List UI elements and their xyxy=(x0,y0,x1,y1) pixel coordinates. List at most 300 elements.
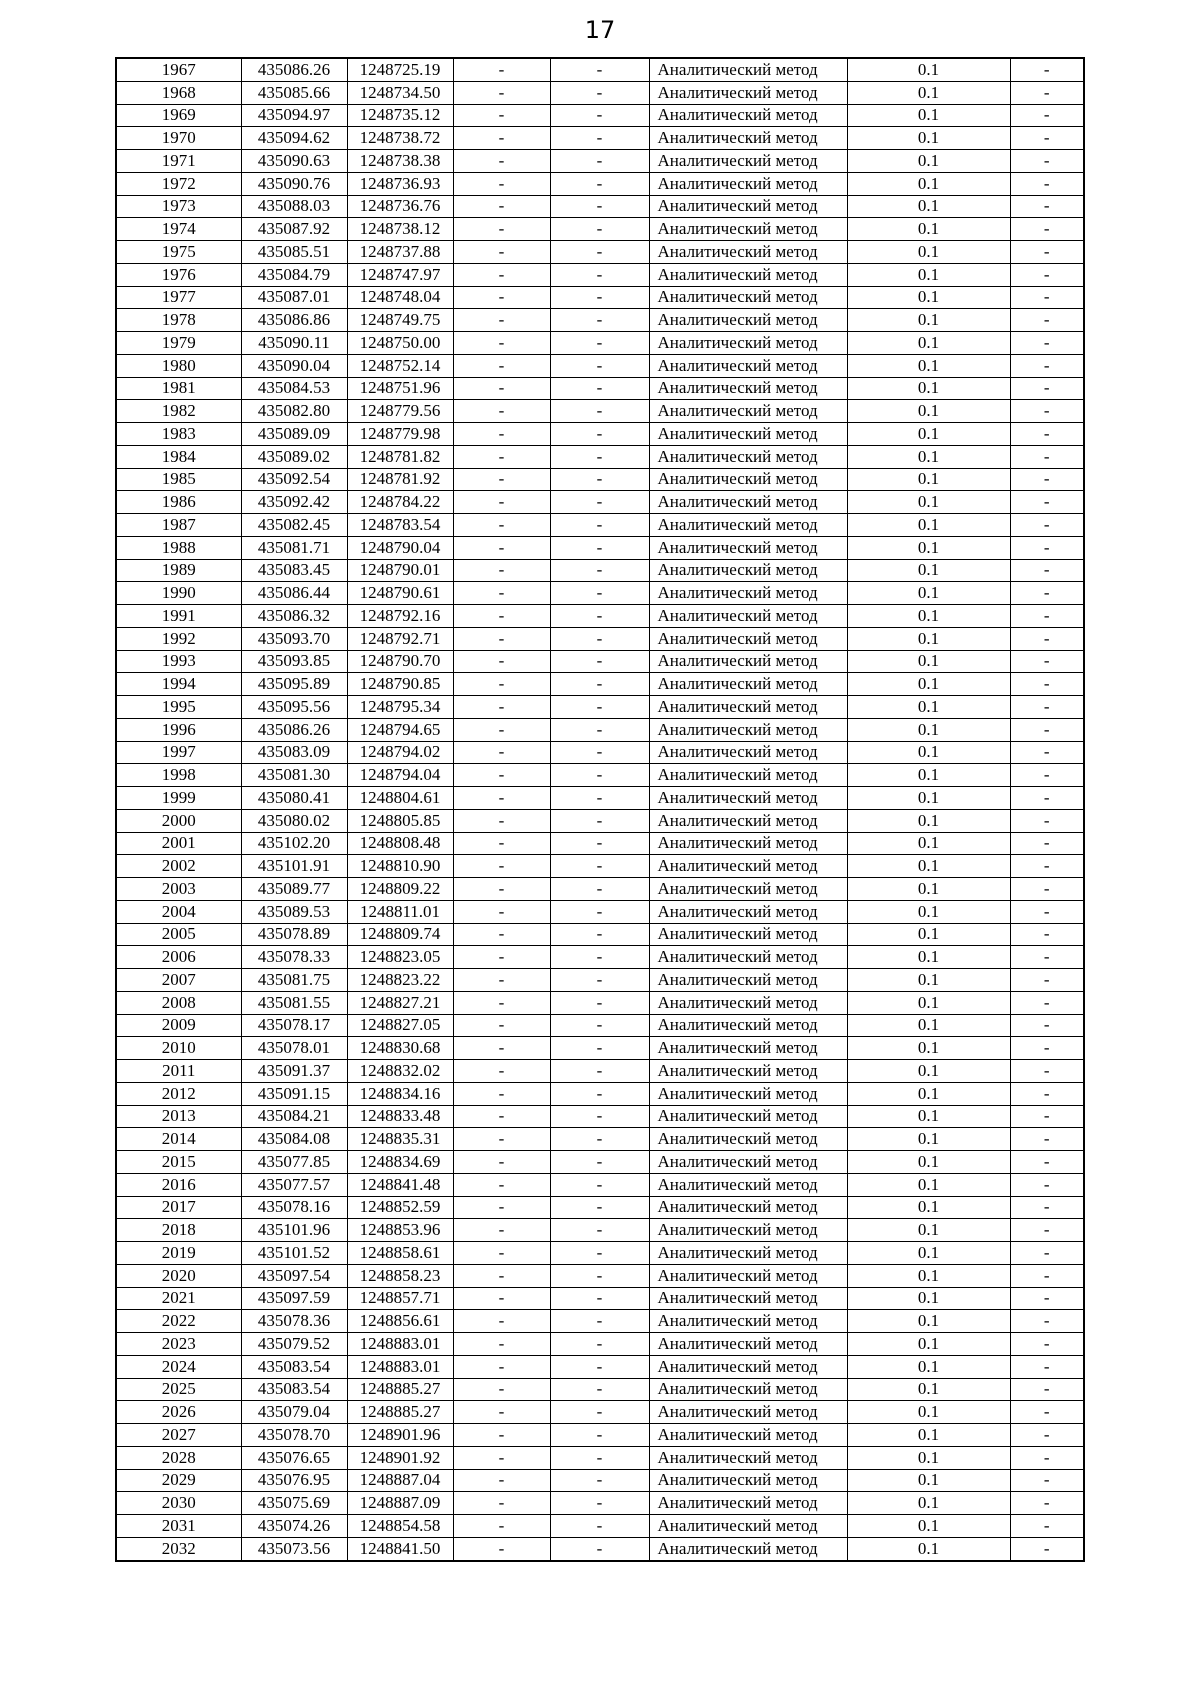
y-coordinate-cell: 1248811.01 xyxy=(347,900,453,923)
x-coordinate-cell: 435095.89 xyxy=(241,673,347,696)
y-coordinate-cell: 1248834.69 xyxy=(347,1151,453,1174)
y-coordinate-cell: 1248725.19 xyxy=(347,58,453,81)
table-row xyxy=(116,286,1084,309)
table-row xyxy=(116,627,1084,650)
point-number-cell: 2011 xyxy=(116,1060,241,1083)
method-cell: Аналитический метод xyxy=(649,445,847,468)
x-coordinate-cell: 435073.56 xyxy=(241,1537,347,1560)
table-row xyxy=(116,1424,1084,1447)
empty-value-cell: - xyxy=(453,605,550,628)
accuracy-cell: 0.1 xyxy=(847,1355,1010,1378)
point-number-cell: 2023 xyxy=(116,1333,241,1356)
empty-value-cell: - xyxy=(453,1515,550,1538)
x-coordinate-cell: 435097.59 xyxy=(241,1287,347,1310)
x-coordinate-cell: 435079.04 xyxy=(241,1401,347,1424)
method-cell: Аналитический метод xyxy=(649,741,847,764)
method-cell: Аналитический метод xyxy=(649,332,847,355)
accuracy-cell: 0.1 xyxy=(847,1469,1010,1492)
x-coordinate-cell: 435094.62 xyxy=(241,127,347,150)
x-coordinate-cell: 435078.89 xyxy=(241,923,347,946)
y-coordinate-cell: 1248858.61 xyxy=(347,1242,453,1265)
point-number-cell: 1970 xyxy=(116,127,241,150)
accuracy-cell: 0.1 xyxy=(847,81,1010,104)
empty-value-cell: - xyxy=(550,1196,649,1219)
empty-value-cell: - xyxy=(1010,286,1084,309)
empty-value-cell: - xyxy=(453,1264,550,1287)
y-coordinate-cell: 1248808.48 xyxy=(347,832,453,855)
point-number-cell: 1976 xyxy=(116,263,241,286)
method-cell: Аналитический метод xyxy=(649,809,847,832)
x-coordinate-cell: 435078.01 xyxy=(241,1037,347,1060)
y-coordinate-cell: 1248750.00 xyxy=(347,332,453,355)
y-coordinate-cell: 1248783.54 xyxy=(347,514,453,537)
empty-value-cell: - xyxy=(1010,1446,1084,1469)
empty-value-cell: - xyxy=(453,172,550,195)
y-coordinate-cell: 1248858.23 xyxy=(347,1264,453,1287)
y-coordinate-cell: 1248809.22 xyxy=(347,878,453,901)
point-number-cell: 2019 xyxy=(116,1242,241,1265)
y-coordinate-cell: 1248790.70 xyxy=(347,650,453,673)
method-cell: Аналитический метод xyxy=(649,491,847,514)
empty-value-cell: - xyxy=(550,1333,649,1356)
method-cell: Аналитический метод xyxy=(649,832,847,855)
method-cell: Аналитический метод xyxy=(649,1037,847,1060)
empty-value-cell: - xyxy=(1010,1151,1084,1174)
empty-value-cell: - xyxy=(453,696,550,719)
accuracy-cell: 0.1 xyxy=(847,923,1010,946)
point-number-cell: 1982 xyxy=(116,400,241,423)
y-coordinate-cell: 1248738.72 xyxy=(347,127,453,150)
x-coordinate-cell: 435083.54 xyxy=(241,1378,347,1401)
table-row xyxy=(116,1196,1084,1219)
empty-value-cell: - xyxy=(453,991,550,1014)
x-coordinate-cell: 435083.45 xyxy=(241,559,347,582)
accuracy-cell: 0.1 xyxy=(847,627,1010,650)
point-number-cell: 2022 xyxy=(116,1310,241,1333)
empty-value-cell: - xyxy=(1010,1424,1084,1447)
empty-value-cell: - xyxy=(453,1310,550,1333)
empty-value-cell: - xyxy=(453,468,550,491)
empty-value-cell: - xyxy=(453,673,550,696)
y-coordinate-cell: 1248749.75 xyxy=(347,309,453,332)
x-coordinate-cell: 435090.63 xyxy=(241,150,347,173)
y-coordinate-cell: 1248781.82 xyxy=(347,445,453,468)
empty-value-cell: - xyxy=(550,878,649,901)
point-number-cell: 1996 xyxy=(116,718,241,741)
empty-value-cell: - xyxy=(1010,400,1084,423)
empty-value-cell: - xyxy=(550,650,649,673)
y-coordinate-cell: 1248779.56 xyxy=(347,400,453,423)
accuracy-cell: 0.1 xyxy=(847,1105,1010,1128)
point-number-cell: 2020 xyxy=(116,1264,241,1287)
empty-value-cell: - xyxy=(550,1287,649,1310)
table-row xyxy=(116,1537,1084,1560)
table-row xyxy=(116,514,1084,537)
empty-value-cell: - xyxy=(1010,536,1084,559)
y-coordinate-cell: 1248841.48 xyxy=(347,1173,453,1196)
empty-value-cell: - xyxy=(1010,1492,1084,1515)
table-row xyxy=(116,991,1084,1014)
x-coordinate-cell: 435086.86 xyxy=(241,309,347,332)
accuracy-cell: 0.1 xyxy=(847,241,1010,264)
empty-value-cell: - xyxy=(453,1219,550,1242)
y-coordinate-cell: 1248833.48 xyxy=(347,1105,453,1128)
empty-value-cell: - xyxy=(1010,1242,1084,1265)
empty-value-cell: - xyxy=(1010,832,1084,855)
x-coordinate-cell: 435089.53 xyxy=(241,900,347,923)
y-coordinate-cell: 1248805.85 xyxy=(347,809,453,832)
method-cell: Аналитический метод xyxy=(649,991,847,1014)
method-cell: Аналитический метод xyxy=(649,582,847,605)
empty-value-cell: - xyxy=(453,1287,550,1310)
method-cell: Аналитический метод xyxy=(649,536,847,559)
method-cell: Аналитический метод xyxy=(649,878,847,901)
table-row xyxy=(116,104,1084,127)
empty-value-cell: - xyxy=(453,1242,550,1265)
y-coordinate-cell: 1248790.61 xyxy=(347,582,453,605)
point-number-cell: 1985 xyxy=(116,468,241,491)
x-coordinate-cell: 435092.42 xyxy=(241,491,347,514)
method-cell: Аналитический метод xyxy=(649,514,847,537)
x-coordinate-cell: 435076.95 xyxy=(241,1469,347,1492)
accuracy-cell: 0.1 xyxy=(847,423,1010,446)
empty-value-cell: - xyxy=(453,81,550,104)
x-coordinate-cell: 435075.69 xyxy=(241,1492,347,1515)
table-row xyxy=(116,650,1084,673)
accuracy-cell: 0.1 xyxy=(847,1151,1010,1174)
accuracy-cell: 0.1 xyxy=(847,741,1010,764)
point-number-cell: 2005 xyxy=(116,923,241,946)
y-coordinate-cell: 1248832.02 xyxy=(347,1060,453,1083)
empty-value-cell: - xyxy=(1010,1355,1084,1378)
empty-value-cell: - xyxy=(453,559,550,582)
table-row xyxy=(116,787,1084,810)
x-coordinate-cell: 435090.11 xyxy=(241,332,347,355)
empty-value-cell: - xyxy=(550,1537,649,1560)
table-row xyxy=(116,1378,1084,1401)
empty-value-cell: - xyxy=(453,1196,550,1219)
empty-value-cell: - xyxy=(550,1401,649,1424)
y-coordinate-cell: 1248747.97 xyxy=(347,263,453,286)
table-row xyxy=(116,377,1084,400)
table-row xyxy=(116,218,1084,241)
table-row xyxy=(116,195,1084,218)
empty-value-cell: - xyxy=(1010,1060,1084,1083)
empty-value-cell: - xyxy=(1010,787,1084,810)
point-number-cell: 2016 xyxy=(116,1173,241,1196)
method-cell: Аналитический метод xyxy=(649,1401,847,1424)
table-row xyxy=(116,445,1084,468)
empty-value-cell: - xyxy=(550,445,649,468)
y-coordinate-cell: 1248834.16 xyxy=(347,1082,453,1105)
table-row xyxy=(116,1264,1084,1287)
empty-value-cell: - xyxy=(1010,1378,1084,1401)
method-cell: Аналитический метод xyxy=(649,559,847,582)
y-coordinate-cell: 1248823.05 xyxy=(347,946,453,969)
empty-value-cell: - xyxy=(1010,855,1084,878)
point-number-cell: 1988 xyxy=(116,536,241,559)
empty-value-cell: - xyxy=(453,309,550,332)
x-coordinate-cell: 435074.26 xyxy=(241,1515,347,1538)
table-row xyxy=(116,718,1084,741)
x-coordinate-cell: 435084.08 xyxy=(241,1128,347,1151)
empty-value-cell: - xyxy=(550,104,649,127)
empty-value-cell: - xyxy=(453,354,550,377)
point-number-cell: 2028 xyxy=(116,1446,241,1469)
point-number-cell: 2017 xyxy=(116,1196,241,1219)
empty-value-cell: - xyxy=(453,832,550,855)
point-number-cell: 2018 xyxy=(116,1219,241,1242)
accuracy-cell: 0.1 xyxy=(847,150,1010,173)
table-row xyxy=(116,559,1084,582)
empty-value-cell: - xyxy=(453,263,550,286)
empty-value-cell: - xyxy=(453,855,550,878)
y-coordinate-cell: 1248901.92 xyxy=(347,1446,453,1469)
empty-value-cell: - xyxy=(1010,741,1084,764)
point-number-cell: 2001 xyxy=(116,832,241,855)
accuracy-cell: 0.1 xyxy=(847,491,1010,514)
empty-value-cell: - xyxy=(1010,332,1084,355)
empty-value-cell: - xyxy=(1010,377,1084,400)
empty-value-cell: - xyxy=(550,1173,649,1196)
empty-value-cell: - xyxy=(1010,559,1084,582)
table-row xyxy=(116,1082,1084,1105)
empty-value-cell: - xyxy=(1010,1287,1084,1310)
x-coordinate-cell: 435095.56 xyxy=(241,696,347,719)
point-number-cell: 2032 xyxy=(116,1537,241,1560)
method-cell: Аналитический метод xyxy=(649,1264,847,1287)
method-cell: Аналитический метод xyxy=(649,1287,847,1310)
table-row xyxy=(116,605,1084,628)
x-coordinate-cell: 435087.92 xyxy=(241,218,347,241)
accuracy-cell: 0.1 xyxy=(847,1515,1010,1538)
empty-value-cell: - xyxy=(1010,991,1084,1014)
empty-value-cell: - xyxy=(1010,468,1084,491)
empty-value-cell: - xyxy=(453,1128,550,1151)
y-coordinate-cell: 1248735.12 xyxy=(347,104,453,127)
y-coordinate-cell: 1248854.58 xyxy=(347,1515,453,1538)
empty-value-cell: - xyxy=(550,1492,649,1515)
y-coordinate-cell: 1248784.22 xyxy=(347,491,453,514)
empty-value-cell: - xyxy=(1010,1105,1084,1128)
empty-value-cell: - xyxy=(550,1014,649,1037)
method-cell: Аналитический метод xyxy=(649,354,847,377)
empty-value-cell: - xyxy=(1010,218,1084,241)
method-cell: Аналитический метод xyxy=(649,81,847,104)
table-row xyxy=(116,1105,1084,1128)
empty-value-cell: - xyxy=(453,1037,550,1060)
empty-value-cell: - xyxy=(550,559,649,582)
empty-value-cell: - xyxy=(1010,423,1084,446)
point-number-cell: 2031 xyxy=(116,1515,241,1538)
accuracy-cell: 0.1 xyxy=(847,991,1010,1014)
method-cell: Аналитический метод xyxy=(649,787,847,810)
accuracy-cell: 0.1 xyxy=(847,536,1010,559)
table-row xyxy=(116,741,1084,764)
table-row xyxy=(116,172,1084,195)
table-row xyxy=(116,1310,1084,1333)
method-cell: Аналитический метод xyxy=(649,127,847,150)
empty-value-cell: - xyxy=(550,605,649,628)
empty-value-cell: - xyxy=(1010,878,1084,901)
accuracy-cell: 0.1 xyxy=(847,218,1010,241)
page-number: 17 xyxy=(584,16,616,44)
empty-value-cell: - xyxy=(550,468,649,491)
empty-value-cell: - xyxy=(1010,1333,1084,1356)
empty-value-cell: - xyxy=(1010,582,1084,605)
empty-value-cell: - xyxy=(453,809,550,832)
x-coordinate-cell: 435084.79 xyxy=(241,263,347,286)
point-number-cell: 1986 xyxy=(116,491,241,514)
empty-value-cell: - xyxy=(453,946,550,969)
accuracy-cell: 0.1 xyxy=(847,1173,1010,1196)
accuracy-cell: 0.1 xyxy=(847,673,1010,696)
method-cell: Аналитический метод xyxy=(649,423,847,446)
empty-value-cell: - xyxy=(550,832,649,855)
empty-value-cell: - xyxy=(550,787,649,810)
method-cell: Аналитический метод xyxy=(649,1446,847,1469)
empty-value-cell: - xyxy=(1010,309,1084,332)
empty-value-cell: - xyxy=(550,582,649,605)
empty-value-cell: - xyxy=(550,195,649,218)
accuracy-cell: 0.1 xyxy=(847,1310,1010,1333)
empty-value-cell: - xyxy=(550,809,649,832)
empty-value-cell: - xyxy=(453,764,550,787)
x-coordinate-cell: 435093.70 xyxy=(241,627,347,650)
x-coordinate-cell: 435077.57 xyxy=(241,1173,347,1196)
accuracy-cell: 0.1 xyxy=(847,1264,1010,1287)
y-coordinate-cell: 1248852.59 xyxy=(347,1196,453,1219)
accuracy-cell: 0.1 xyxy=(847,1128,1010,1151)
method-cell: Аналитический метод xyxy=(649,172,847,195)
empty-value-cell: - xyxy=(1010,923,1084,946)
method-cell: Аналитический метод xyxy=(649,969,847,992)
x-coordinate-cell: 435089.77 xyxy=(241,878,347,901)
accuracy-cell: 0.1 xyxy=(847,1401,1010,1424)
method-cell: Аналитический метод xyxy=(649,855,847,878)
accuracy-cell: 0.1 xyxy=(847,104,1010,127)
method-cell: Аналитический метод xyxy=(649,58,847,81)
accuracy-cell: 0.1 xyxy=(847,1060,1010,1083)
accuracy-cell: 0.1 xyxy=(847,832,1010,855)
accuracy-cell: 0.1 xyxy=(847,946,1010,969)
empty-value-cell: - xyxy=(453,1151,550,1174)
y-coordinate-cell: 1248792.16 xyxy=(347,605,453,628)
table-row xyxy=(116,764,1084,787)
point-number-cell: 1998 xyxy=(116,764,241,787)
empty-value-cell: - xyxy=(1010,1128,1084,1151)
table-row xyxy=(116,241,1084,264)
y-coordinate-cell: 1248901.96 xyxy=(347,1424,453,1447)
x-coordinate-cell: 435102.20 xyxy=(241,832,347,855)
empty-value-cell: - xyxy=(453,241,550,264)
method-cell: Аналитический метод xyxy=(649,1151,847,1174)
empty-value-cell: - xyxy=(453,718,550,741)
table-row xyxy=(116,1469,1084,1492)
x-coordinate-cell: 435080.41 xyxy=(241,787,347,810)
empty-value-cell: - xyxy=(550,627,649,650)
empty-value-cell: - xyxy=(550,172,649,195)
method-cell: Аналитический метод xyxy=(649,309,847,332)
accuracy-cell: 0.1 xyxy=(847,809,1010,832)
empty-value-cell: - xyxy=(453,377,550,400)
empty-value-cell: - xyxy=(550,286,649,309)
accuracy-cell: 0.1 xyxy=(847,354,1010,377)
accuracy-cell: 0.1 xyxy=(847,1287,1010,1310)
x-coordinate-cell: 435081.75 xyxy=(241,969,347,992)
accuracy-cell: 0.1 xyxy=(847,969,1010,992)
x-coordinate-cell: 435078.36 xyxy=(241,1310,347,1333)
empty-value-cell: - xyxy=(550,1469,649,1492)
x-coordinate-cell: 435085.66 xyxy=(241,81,347,104)
point-number-cell: 2025 xyxy=(116,1378,241,1401)
x-coordinate-cell: 435089.09 xyxy=(241,423,347,446)
coordinates-table xyxy=(115,57,1085,1562)
accuracy-cell: 0.1 xyxy=(847,764,1010,787)
empty-value-cell: - xyxy=(453,58,550,81)
accuracy-cell: 0.1 xyxy=(847,855,1010,878)
method-cell: Аналитический метод xyxy=(649,241,847,264)
x-coordinate-cell: 435082.45 xyxy=(241,514,347,537)
point-number-cell: 2003 xyxy=(116,878,241,901)
accuracy-cell: 0.1 xyxy=(847,582,1010,605)
empty-value-cell: - xyxy=(550,81,649,104)
empty-value-cell: - xyxy=(550,718,649,741)
accuracy-cell: 0.1 xyxy=(847,1242,1010,1265)
empty-value-cell: - xyxy=(550,1424,649,1447)
y-coordinate-cell: 1248827.21 xyxy=(347,991,453,1014)
accuracy-cell: 0.1 xyxy=(847,263,1010,286)
accuracy-cell: 0.1 xyxy=(847,1424,1010,1447)
empty-value-cell: - xyxy=(453,195,550,218)
accuracy-cell: 0.1 xyxy=(847,514,1010,537)
empty-value-cell: - xyxy=(453,1060,550,1083)
empty-value-cell: - xyxy=(550,400,649,423)
empty-value-cell: - xyxy=(550,969,649,992)
table-row xyxy=(116,1355,1084,1378)
method-cell: Аналитический метод xyxy=(649,468,847,491)
point-number-cell: 1967 xyxy=(116,58,241,81)
y-coordinate-cell: 1248883.01 xyxy=(347,1333,453,1356)
method-cell: Аналитический метод xyxy=(649,673,847,696)
point-number-cell: 2010 xyxy=(116,1037,241,1060)
table-row xyxy=(116,1492,1084,1515)
table-row xyxy=(116,1014,1084,1037)
accuracy-cell: 0.1 xyxy=(847,445,1010,468)
accuracy-cell: 0.1 xyxy=(847,605,1010,628)
method-cell: Аналитический метод xyxy=(649,1060,847,1083)
empty-value-cell: - xyxy=(1010,696,1084,719)
y-coordinate-cell: 1248809.74 xyxy=(347,923,453,946)
empty-value-cell: - xyxy=(550,855,649,878)
point-number-cell: 2014 xyxy=(116,1128,241,1151)
y-coordinate-cell: 1248779.98 xyxy=(347,423,453,446)
empty-value-cell: - xyxy=(1010,809,1084,832)
accuracy-cell: 0.1 xyxy=(847,1037,1010,1060)
empty-value-cell: - xyxy=(550,377,649,400)
table-row xyxy=(116,1128,1084,1151)
method-cell: Аналитический метод xyxy=(649,1333,847,1356)
table-row xyxy=(116,491,1084,514)
empty-value-cell: - xyxy=(550,1310,649,1333)
empty-value-cell: - xyxy=(550,946,649,969)
empty-value-cell: - xyxy=(550,1105,649,1128)
point-number-cell: 1981 xyxy=(116,377,241,400)
point-number-cell: 1975 xyxy=(116,241,241,264)
x-coordinate-cell: 435090.76 xyxy=(241,172,347,195)
method-cell: Аналитический метод xyxy=(649,1378,847,1401)
x-coordinate-cell: 435081.30 xyxy=(241,764,347,787)
